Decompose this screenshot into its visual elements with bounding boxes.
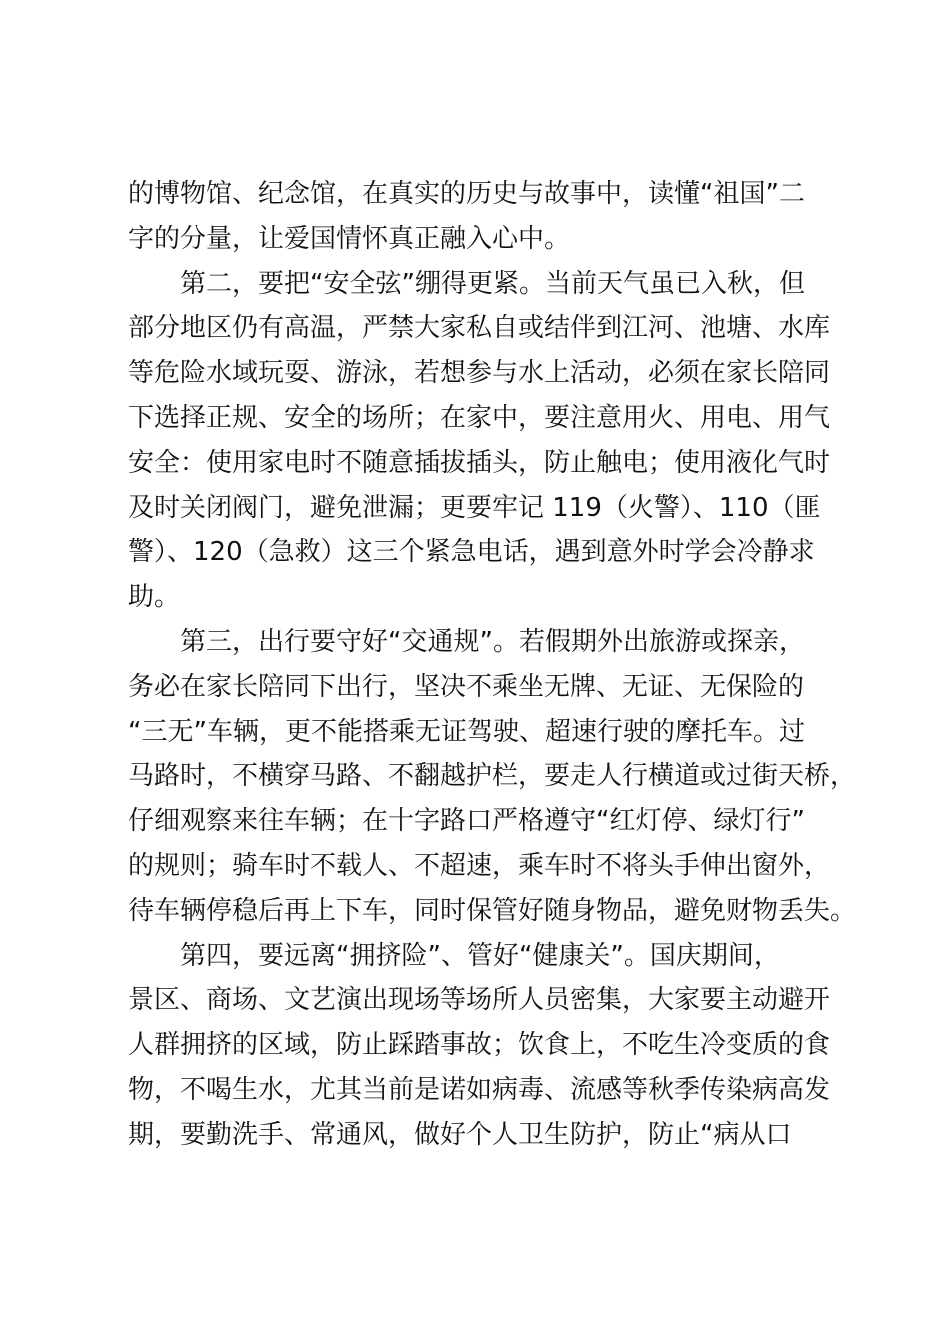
- text-line: 的博物馆、纪念馆，在真实的历史与故事中，读懂“祖国”二: [128, 179, 805, 209]
- text-line: 期，要勤洗手、常通风，做好个人卫生防护，防止“病从口: [128, 1119, 792, 1150]
- text-line: 马路时，不横穿马路、不翻越护栏，要走人行横道或过街天桥，: [128, 761, 857, 792]
- text-line: 字的分量，让爱国情怀真正融入心中。: [128, 223, 571, 254]
- text-line: 仔细观察来往车辆；在十字路口严格遵守“红灯停、绿灯行”: [128, 806, 805, 837]
- text-line: “三无”车辆，更不能搭乘无证驾驶、超速行驶的摩托车。过: [128, 716, 805, 747]
- text-line: 物，不喝生水，尤其当前是诺如病毒、流感等秋季传染病高发: [128, 1074, 831, 1105]
- text-line: 及时关闭阀门，避免泄漏；更要牢记 119（火警）、110（匪: [128, 492, 821, 523]
- paragraph-start-line: 第二，要把“安全弦”绷得更紧。当前天气虽已入秋，但: [180, 268, 805, 299]
- text-line: 下选择正规、安全的场所；在家中，要注意用火、用电、用气: [128, 402, 831, 433]
- text-line: 助。: [128, 582, 181, 613]
- text-line: 安全：使用家电时不随意插拔插头，防止触电；使用液化气时: [128, 447, 831, 478]
- text-line: 务必在家长陪同下出行，坚决不乘坐无牌、无证、无保险的: [128, 671, 805, 702]
- paragraph-start-line: 第三，出行要守好“交通规”。若假期外出旅游或探亲，: [180, 626, 805, 657]
- text-line: 等危险水域玩耍、游泳，若想参与水上活动，必须在家长陪同: [128, 358, 831, 389]
- text-line: 的规则；骑车时不载人、不超速，乘车时不将头手伸出窗外，: [128, 850, 831, 881]
- paragraph-start-line: 第四，要远离“拥挤险”、管好“健康关”。国庆期间，: [180, 940, 780, 971]
- text-line: 部分地区仍有高温，严禁大家私自或结伴到江河、池塘、水库: [128, 313, 831, 344]
- text-line: 待车辆停稳后再上下车，同时保管好随身物品，避免财物丢失。: [128, 895, 857, 926]
- text-line: 人群拥挤的区域，防止踩踏事故；饮食上，不吃生冷变质的食: [128, 1030, 831, 1061]
- text-line: 景区、商场、文艺演出现场等场所人员密集，大家要主动避开: [128, 985, 831, 1016]
- document-body: [128, 172, 857, 1158]
- text-line: 警）、120（急救）这三个紧急电话，遇到意外时学会冷静求: [128, 537, 815, 568]
